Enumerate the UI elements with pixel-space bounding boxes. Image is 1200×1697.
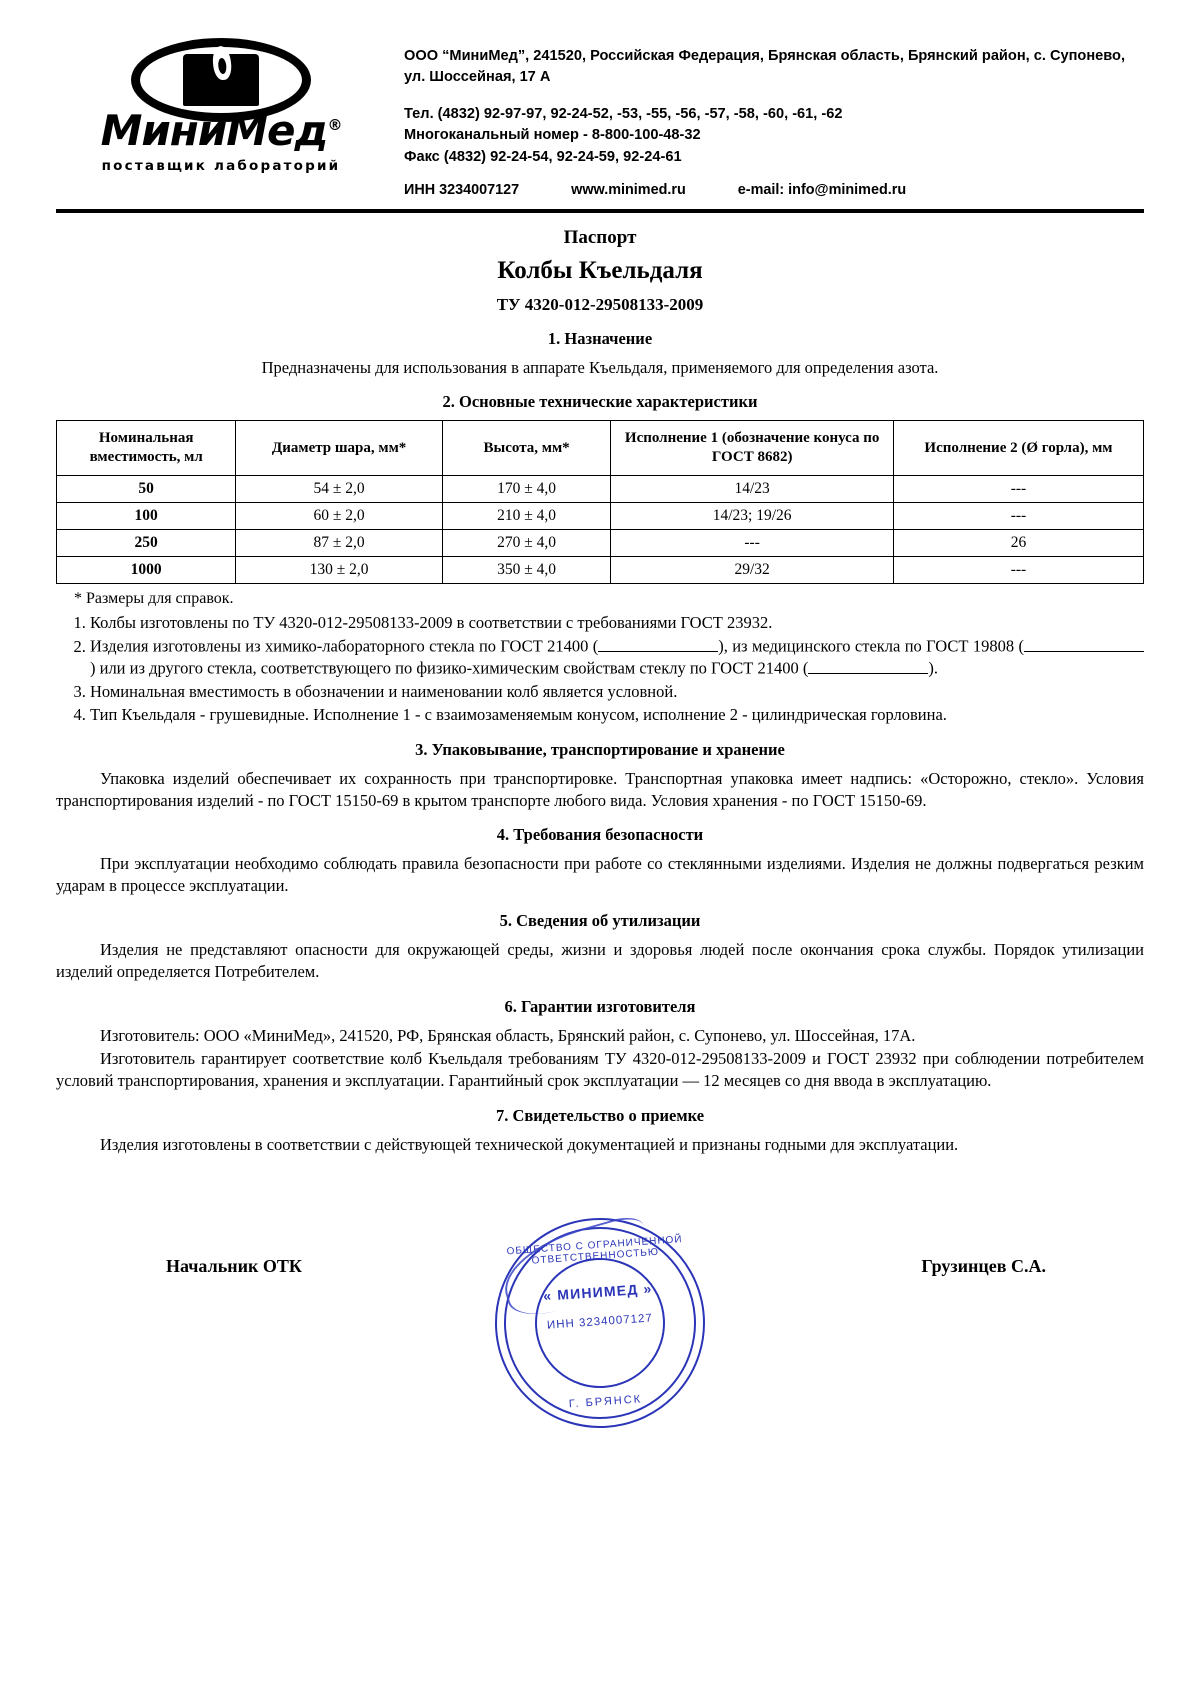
table-cell: 54 ± 2,0 xyxy=(236,475,443,502)
table-header-cell: Номинальная вместимость, мл xyxy=(57,421,236,476)
section-3-heading: 3. Упаковывание, транспортирование и хранение xyxy=(415,739,785,759)
company-stamp-icon xyxy=(488,1211,712,1435)
section-1-heading: 1. Назначение xyxy=(547,328,653,348)
logo-registered-icon: ® xyxy=(327,116,342,134)
signature-block xyxy=(56,1218,1144,1448)
table-header-cell: Диаметр шара, мм* xyxy=(236,421,443,476)
table-row xyxy=(57,556,1144,583)
section-2-heading: 2. Основные технические характеристики xyxy=(442,392,758,412)
fill-in-blank-1[interactable] xyxy=(598,635,718,652)
list-item xyxy=(90,635,1144,680)
note-3-text: Номинальная вместимость в обозначении и наименовании колб является условной. xyxy=(90,682,678,702)
company-phone-line-1: Тел. (4832) 92-97-97, 92-24-52, -53, -55, -56, -57, -58, -60, -61, -62 xyxy=(404,106,843,123)
table-cell: --- xyxy=(611,529,894,556)
company-identifiers xyxy=(404,180,1144,201)
table-cell: 50 xyxy=(57,475,236,502)
section-6-text-2: Изготовитель гарантирует соответствие колб Къельдаля требованиям ТУ 4320-012-29508133-2009 и ГОСТ 23932 при соблюдении потребителем условий транспортирования, хранения и эксплуатации. Гарантийный срок эксплуатации — 12 месяцев со дня ввода в эксплуатацию. xyxy=(56,1049,1144,1091)
table-cell: --- xyxy=(893,556,1143,583)
section-7-heading: 7. Свидетельство о приемке xyxy=(495,1105,705,1125)
table-cell: 60 ± 2,0 xyxy=(236,502,443,529)
section-5-text: Изделия не представляют опасности для окружающей среды, жизни и здоровья людей после окончания срока службы. Порядок утилизации изделий определяется Потребителем. xyxy=(56,940,1144,981)
section-3-text: Упаковка изделий обеспечивает их сохранность при транспортировке. Транспортная упаковка имеет надпись: «Осторожно, стекло». Условия транспортирования изделий - по ГОСТ 15150-69 в крытом транспорте любого вида. Условия хранения - по ГОСТ 15150-69. xyxy=(56,768,1144,810)
section-6-heading: 6. Гарантии изготовителя xyxy=(504,996,696,1016)
table-header-cell: Исполнение 1 (обозначение конуса по ГОСТ 8682) xyxy=(611,421,894,476)
section-7-text: Изделия изготовлены в соответствии с действующей технической документацией и признаны годными для эксплуатации. xyxy=(100,1134,959,1154)
logo-subtitle: поставщик лабораторий xyxy=(101,158,341,174)
table-row xyxy=(57,475,1144,502)
table-cell: 14/23; 19/26 xyxy=(611,502,894,529)
section-5-heading: 5. Сведения об утилизации xyxy=(499,911,701,931)
section-4-text: При эксплуатации необходимо соблюдать правила безопасности при работе со стеклянными изделиями. Изделия не должны подвергаться резким ударам в процессе эксплуатации. xyxy=(56,854,1144,896)
stamp-inn-text: ИНН 3234007127 xyxy=(546,1311,654,1332)
table-cell: 210 ± 4,0 xyxy=(442,502,610,529)
table-cell: 1000 xyxy=(57,556,236,583)
company-phone-line-2: Многоканальный номер - 8-800-100-48-32 xyxy=(404,127,701,144)
fill-in-blank-3[interactable] xyxy=(808,657,928,674)
product-standard: ТУ 4320-012-29508133-2009 xyxy=(496,294,704,314)
table-cell: --- xyxy=(893,475,1143,502)
table-row xyxy=(57,502,1144,529)
document-header xyxy=(56,34,1144,201)
company-address: ООО “МиниМед”, 241520, Российская Федерация, Брянская область, Брянский район, с. Супонево, ул. Шоссейная, 17 А xyxy=(404,48,1126,86)
product-title: Колбы Къельдаля xyxy=(497,256,703,284)
table-cell: 26 xyxy=(893,529,1143,556)
table-cell: 130 ± 2,0 xyxy=(236,556,443,583)
list-item xyxy=(90,612,1144,634)
company-website[interactable]: www.minimed.ru xyxy=(571,181,686,198)
table-cell: --- xyxy=(893,502,1143,529)
table-cell: 170 ± 4,0 xyxy=(442,475,610,502)
company-details xyxy=(404,34,1144,201)
table-header-cell: Высота, мм* xyxy=(442,421,610,476)
table-cell: 29/32 xyxy=(611,556,894,583)
table-row xyxy=(57,529,1144,556)
table-cell: 250 xyxy=(57,529,236,556)
logo-mark-icon xyxy=(71,38,371,178)
logo-word-text: МиниМед xyxy=(100,106,328,155)
company-logo xyxy=(56,34,386,178)
list-item xyxy=(90,704,1144,726)
table-header-cell: Исполнение 2 (Ø горла), мм xyxy=(893,421,1143,476)
stamp-bottom-text: Г. БРЯНСК xyxy=(568,1392,643,1410)
table-header-row xyxy=(57,421,1144,476)
signatory-name: Грузинцев С.А. xyxy=(921,1255,1046,1276)
note-2-text-a: Изделия изготовлены из химико-лабораторного стекла по ГОСТ 21400 ( xyxy=(90,636,599,656)
table-footnote: * Размеры для справок. xyxy=(74,589,234,607)
table-cell: 87 ± 2,0 xyxy=(236,529,443,556)
table-cell: 14/23 xyxy=(611,475,894,502)
section-1-text: Предназначены для использования в аппарате Къельдаля, применяемого для определения азота. xyxy=(261,357,939,377)
page-title: Паспорт xyxy=(563,226,637,248)
stamp-center-text: « МИНИМЕД » xyxy=(542,1279,653,1304)
fill-in-blank-2[interactable] xyxy=(1024,635,1144,652)
section-6-text-1: Изготовитель: ООО «МиниМед», 241520, РФ, Брянская область, Брянский район, с. Супонево, ул. Шоссейная, 17А. xyxy=(100,1025,916,1045)
notes-list xyxy=(56,612,1144,726)
table-cell: 270 ± 4,0 xyxy=(442,529,610,556)
section-4-heading: 4. Требования безопасности xyxy=(496,825,704,845)
stamp-top-text: ОБЩЕСТВО С ОГРАНИЧЕННОЙ ОТВЕТСТВЕННОСТЬЮ xyxy=(506,1233,683,1267)
company-fax-line: Факс (4832) 92-24-54, 92-24-59, 92-24-61 xyxy=(404,148,682,165)
company-email[interactable]: e-mail: info@minimed.ru xyxy=(737,181,907,198)
company-phones xyxy=(404,104,1144,167)
specifications-table xyxy=(56,420,1144,584)
note-2-text-c: ) или из другого стекла, соответствующего по физико-химическим свойствам стеклу по ГОСТ 21400 ( xyxy=(90,659,809,679)
company-inn: ИНН 3234007127 xyxy=(404,181,520,198)
signatory-position: Начальник ОТК xyxy=(166,1255,302,1276)
note-1-text: Колбы изготовлены по ТУ 4320-012-29508133-2009 в соответствии с требованиями ГОСТ 23932. xyxy=(90,612,773,632)
note-4-text: Тип Къельдаля - грушевидные. Исполнение 1 - с взаимозаменяемым конусом, исполнение 2 - цилиндрическая горловина. xyxy=(90,705,947,725)
table-cell: 350 ± 4,0 xyxy=(442,556,610,583)
header-divider xyxy=(56,209,1144,213)
table-cell: 100 xyxy=(57,502,236,529)
list-item xyxy=(90,681,1144,703)
logo-wordmark xyxy=(71,106,371,155)
note-2-text-b: ), из медицинского стекла по ГОСТ 19808 ( xyxy=(718,636,1024,656)
note-2-text-d: ). xyxy=(928,659,938,679)
